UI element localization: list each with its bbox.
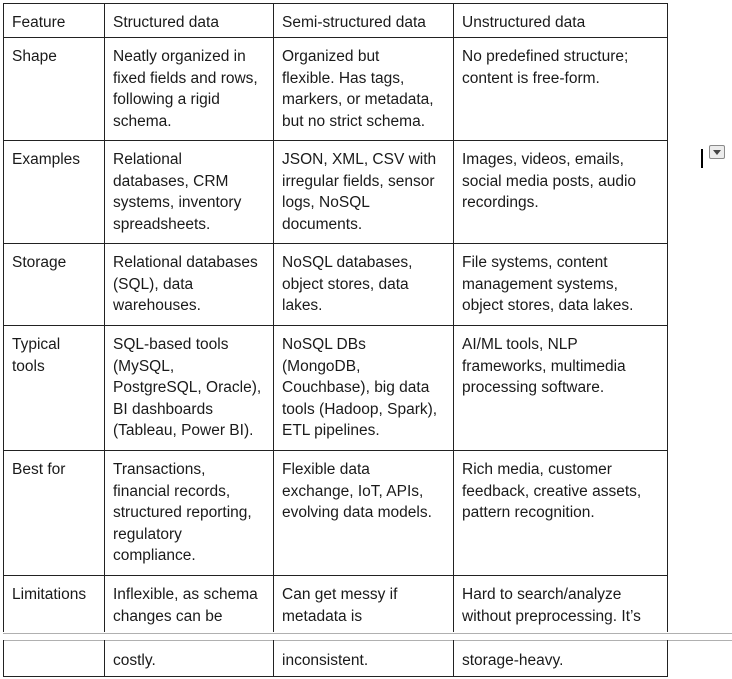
table-cell[interactable]: Examples — [4, 141, 105, 244]
table-cell[interactable]: Shape — [4, 38, 105, 141]
table-row — [4, 38, 668, 141]
table-cell[interactable]: Storage — [4, 244, 105, 326]
dropdown-arrow-icon[interactable] — [709, 145, 725, 159]
table-cell[interactable]: storage-heavy. — [454, 640, 668, 676]
table-cell[interactable]: Can get messy if metadata is — [274, 576, 454, 632]
table-cell[interactable]: inconsistent. — [274, 640, 454, 676]
table-cell[interactable]: NoSQL databases, object stores, data lakes. — [274, 244, 454, 326]
data-types-table-continued — [3, 640, 668, 677]
table-cell[interactable]: AI/ML tools, NLP frameworks, multimedia processing software. — [454, 326, 668, 451]
table-cell[interactable]: No predefined structure; content is free-form. — [454, 38, 668, 141]
table-cell[interactable]: costly. — [105, 640, 274, 676]
table-cell[interactable]: Flexible data exchange, IoT, APIs, evolving data models. — [274, 451, 454, 576]
table-row — [4, 576, 668, 632]
table-cell[interactable]: Organized but flexible. Has tags, markers, or metadata, but no strict schema. — [274, 38, 454, 141]
table-row — [4, 244, 668, 326]
table-cell[interactable]: Best for — [4, 451, 105, 576]
table-cell[interactable]: File systems, content management systems, object stores, data lakes. — [454, 244, 668, 326]
table-header-cell[interactable]: Semi-structured data — [274, 4, 454, 38]
table-row — [4, 141, 668, 244]
table-cell[interactable]: JSON, XML, CSV with irregular fields, sensor logs, NoSQL documents. — [274, 141, 454, 244]
table-cell[interactable]: Inflexible, as schema changes can be — [105, 576, 274, 632]
table-cell[interactable]: Typical tools — [4, 326, 105, 451]
table-cell[interactable]: Hard to search/analyze without preprocessing. It’s — [454, 576, 668, 632]
table-cell[interactable]: Transactions, financial records, structured reporting, regulatory compliance. — [105, 451, 274, 576]
table-cell[interactable]: Images, videos, emails, social media posts, audio recordings. — [454, 141, 668, 244]
table-header-cell[interactable]: Feature — [4, 4, 105, 38]
table-header-cell[interactable]: Structured data — [105, 4, 274, 38]
text-cursor — [701, 149, 703, 168]
table-cell[interactable]: Relational databases (SQL), data warehouses. — [105, 244, 274, 326]
table-cell[interactable]: Rich media, customer feedback, creative assets, pattern recognition. — [454, 451, 668, 576]
table-row — [4, 451, 668, 576]
table-header-cell[interactable]: Unstructured data — [454, 4, 668, 38]
table-cell[interactable]: Limitations — [4, 576, 105, 632]
table-header-row — [4, 4, 668, 38]
table-cell[interactable]: Neatly organized in fixed fields and rows, following a rigid schema. — [105, 38, 274, 141]
table-cell[interactable]: SQL-based tools (MySQL, PostgreSQL, Oracle), BI dashboards (Tableau, Power BI). — [105, 326, 274, 451]
data-types-table — [3, 3, 668, 632]
table-cell[interactable]: NoSQL DBs (MongoDB, Couchbase), big data tools (Hadoop, Spark), ETL pipelines. — [274, 326, 454, 451]
table-row — [4, 640, 668, 676]
table-cell[interactable] — [4, 640, 105, 676]
table-row — [4, 326, 668, 451]
table-cell[interactable]: Relational databases, CRM systems, inventory spreadsheets. — [105, 141, 274, 244]
